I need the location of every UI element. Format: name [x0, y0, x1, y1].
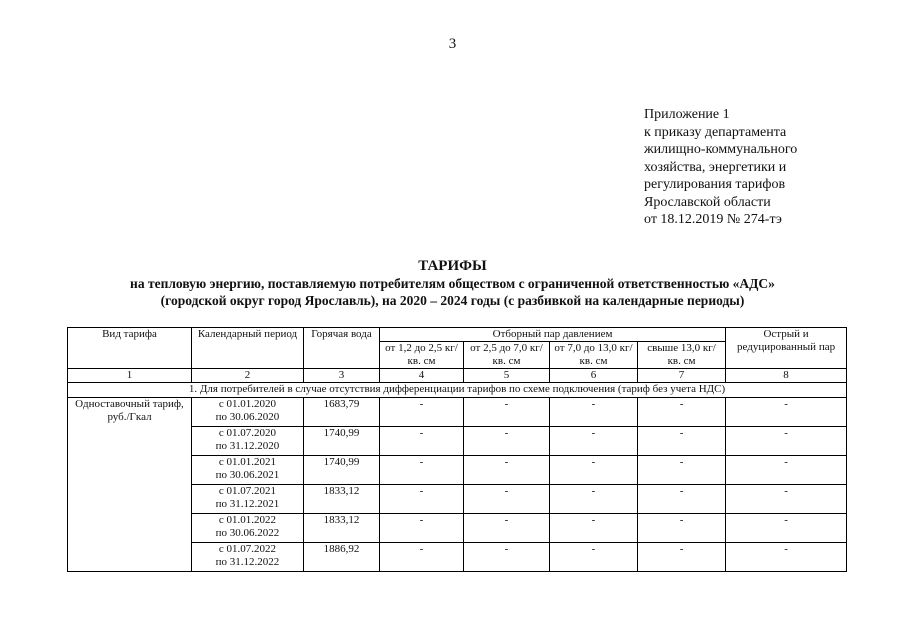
value-cell: - — [638, 398, 726, 427]
appendix-line: к приказу департамента — [644, 124, 787, 140]
period-cell — [192, 427, 304, 456]
period-from: с 01.07.2021 — [218, 485, 277, 497]
period-to: по 31.12.2022 — [215, 556, 280, 568]
table-row — [68, 398, 847, 427]
hot-water-value: 1683,79 — [304, 398, 380, 427]
section-heading: 1. Для потребителей в случае отсутствия дифференциации тарифов по схеме подключения (тариф без учета НДС) — [68, 383, 847, 398]
value-cell: - — [380, 398, 464, 427]
value-cell: - — [380, 427, 464, 456]
period-to: по 30.06.2020 — [215, 411, 280, 423]
value-cell: - — [638, 456, 726, 485]
period-from: с 01.07.2020 — [218, 427, 277, 439]
value-cell: - — [550, 485, 638, 514]
appendix-line: регулирования тарифов — [644, 177, 786, 192]
value-cell: - — [380, 485, 464, 514]
title-line-1: на тепловую энергию, поставляемую потребителям обществом с ограниченной ответственностью «АДС» — [130, 276, 775, 291]
header-tariff-type: Вид тарифа — [68, 328, 192, 369]
value-cell: - — [464, 398, 550, 427]
value-cell: - — [550, 398, 638, 427]
value-cell: - — [638, 514, 726, 543]
header-steam-3: от 7,0 до 13,0 кг/ кв. см — [550, 342, 638, 369]
value-cell: - — [380, 543, 464, 572]
appendix-reference — [644, 106, 797, 229]
value-cell: - — [464, 514, 550, 543]
value-cell: - — [638, 427, 726, 456]
header-period: Календарный период — [192, 328, 304, 369]
column-number: 6 — [550, 369, 638, 383]
header-steam-4: свыше 13,0 кг/ кв. см — [638, 342, 726, 369]
column-number: 4 — [380, 369, 464, 383]
appendix-line: Приложение 1 — [644, 107, 730, 122]
period-to: по 30.06.2021 — [215, 469, 280, 481]
appendix-line: хозяйства, энергетики и — [644, 159, 787, 175]
hot-water-value: 1740,99 — [304, 456, 380, 485]
column-number: 8 — [726, 369, 847, 383]
tariff-type-cell: Одноставочный тариф, руб./Гкал — [68, 398, 192, 572]
value-cell: - — [726, 543, 847, 572]
value-cell: - — [550, 514, 638, 543]
hot-water-value: 1833,12 — [304, 485, 380, 514]
value-cell: - — [550, 456, 638, 485]
value-cell: - — [550, 427, 638, 456]
period-to: по 30.06.2022 — [215, 527, 280, 539]
period-to: по 31.12.2021 — [215, 498, 280, 510]
hot-water-value: 1886,92 — [304, 543, 380, 572]
value-cell: - — [550, 543, 638, 572]
appendix-line: Ярославской области — [644, 194, 771, 210]
column-number: 2 — [192, 369, 304, 383]
value-cell: - — [464, 427, 550, 456]
value-cell: - — [726, 485, 847, 514]
value-cell: - — [726, 514, 847, 543]
title-line-2: (городской округ город Ярославль), на 2020 – 2024 годы (с разбивкой на календарные периоды) — [160, 293, 745, 308]
title-main: ТАРИФЫ — [418, 258, 487, 274]
appendix-line: от 18.12.2019 № 274-тэ — [644, 212, 782, 227]
value-cell: - — [380, 514, 464, 543]
period-cell — [192, 543, 304, 572]
period-cell — [192, 398, 304, 427]
value-cell: - — [638, 485, 726, 514]
value-cell: - — [726, 456, 847, 485]
value-cell: - — [380, 456, 464, 485]
value-cell: - — [464, 543, 550, 572]
column-number: 1 — [68, 369, 192, 383]
value-cell: - — [464, 485, 550, 514]
document-title — [40, 258, 865, 309]
column-number: 3 — [304, 369, 380, 383]
tariff-table — [67, 327, 847, 572]
period-cell — [192, 514, 304, 543]
appendix-line: жилищно-коммунального — [644, 142, 798, 157]
hot-water-value: 1833,12 — [304, 514, 380, 543]
header-hot-water: Горячая вода — [304, 328, 380, 369]
period-from: с 01.07.2022 — [218, 543, 277, 555]
header-steam-2: от 2,5 до 7,0 кг/ кв. см — [464, 342, 550, 369]
column-number: 7 — [638, 369, 726, 383]
period-cell — [192, 485, 304, 514]
period-from: с 01.01.2020 — [218, 398, 277, 410]
value-cell: - — [726, 398, 847, 427]
value-cell: - — [464, 456, 550, 485]
header-live-steam: Острый и редуцированный пар — [726, 328, 847, 369]
value-cell: - — [638, 543, 726, 572]
column-number: 5 — [464, 369, 550, 383]
period-cell — [192, 456, 304, 485]
header-steam: Отборный пар давлением — [380, 328, 726, 342]
page-number: 3 — [448, 36, 457, 52]
period-to: по 31.12.2020 — [215, 440, 280, 452]
value-cell: - — [726, 427, 847, 456]
period-from: с 01.01.2022 — [218, 514, 277, 526]
header-steam-1: от 1,2 до 2,5 кг/ кв. см — [380, 342, 464, 369]
period-from: с 01.01.2021 — [218, 456, 277, 468]
hot-water-value: 1740,99 — [304, 427, 380, 456]
